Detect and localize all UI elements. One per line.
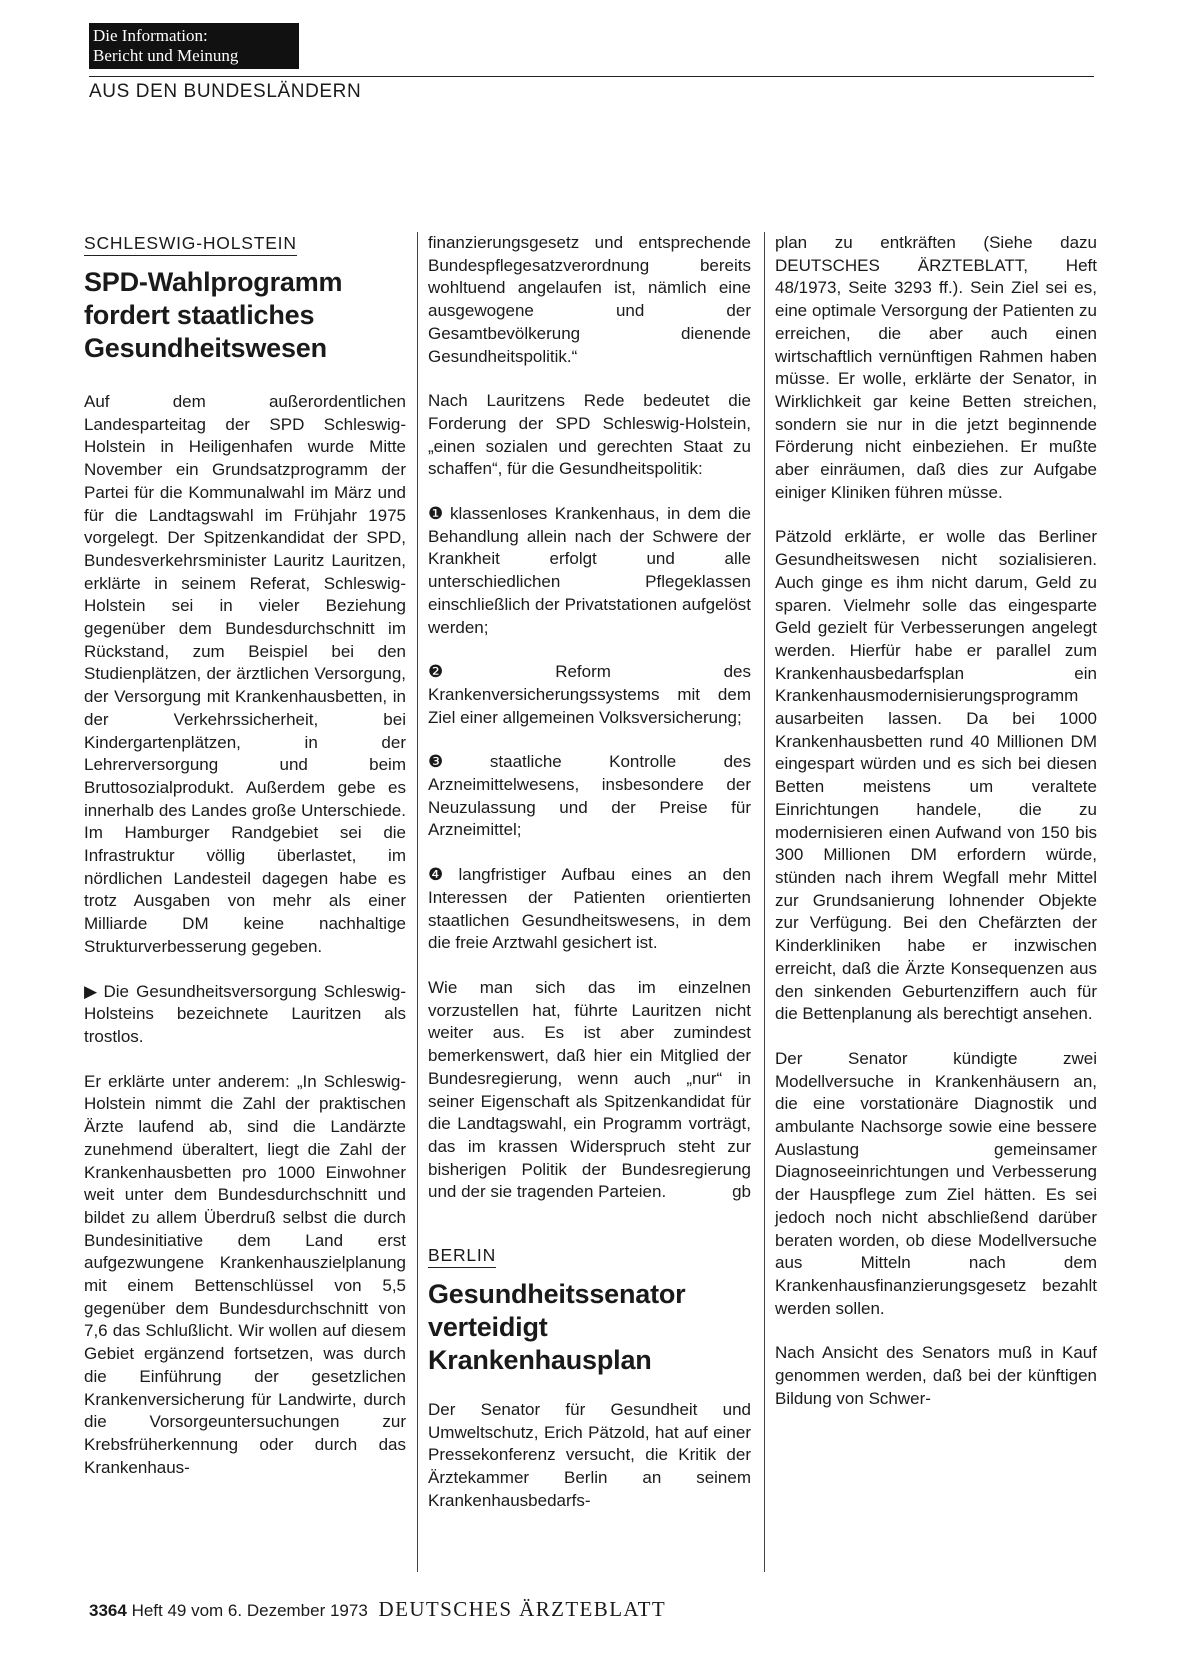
article1-highlight-text: Die Gesundheitsversorgung Schleswig-Holsteins bezeichnete Lauritzen als trostlos. — [84, 981, 406, 1046]
article1-list-item — [428, 503, 751, 639]
article2-kicker: BERLIN — [428, 1244, 496, 1268]
list-item-text: klassenloses Krankenhaus, in dem die Behandlung allein nach der Schwere der Krankheit erfolgt und alle unterschiedlichen Pflegeklassen einschließlich der Privatstationen aufgelöst werden; — [428, 504, 751, 637]
article1-closing-text: Wie man sich das im einzelnen vorzustellen hat, führte Lauritzen nicht weiter aus. Es ist aber zumindest bemerkenswert, daß hier ein Mitglied der Bundesregierung, wenn auch „nur“ in seiner Eigenschaft als Spitzenkandidat für die Landtagswahl, ein Programm vorträgt, das im krassen Widerspruch steht zur bisherigen Politik der Bundesregierung und der sie tragenden Parteien. — [428, 977, 751, 1202]
list-item-text: Reform des Krankenversicherungssystems mit dem Ziel einer allgemeinen Volksversicherung; — [428, 662, 751, 727]
column-3 — [775, 232, 1097, 1410]
article1-headline-line: SPD-Wahlprogramm — [84, 267, 343, 297]
journal-name: DEUTSCHES ÄRZTEBLATT — [378, 1597, 667, 1621]
column-divider — [417, 232, 418, 1572]
article1-headline — [84, 266, 406, 365]
article2-paragraph: Der Senator kündigte zwei Modellversuche in Krankenhäusern an, die eine vorstationäre Diagnostik und ambulante Nachsorge sowie eine bessere Auslastung gemeinsamer Diagnoseeinrichtungen und Verbesserung der Hauspflege zum Ziel hätten. Es sei jedoch noch nicht abschließend darüber beraten worden, ob diese Modellversuche aus Mitteln nach dem Krankenhausfinanzierungsgesetz bezahlt werden sollen. — [775, 1048, 1097, 1318]
page-number: 3364 — [89, 1601, 127, 1620]
article2-paragraph: plan zu entkräften (Siehe dazu DEUTSCHES ÄRZTEBLATT, Heft 48/1973, Seite 3293 ff.). Sein Ziel sei es, eine optimale Versorgung der Patienten zu erreichen, die aber auch einen wirtschaftlich vernünftigen Rahmen haben müsse. Er wolle, erklärte der Senator, in Wirklichkeit gar keine Betten streichen, sondern sie nur in die jetzt beginnende Förderung nicht einbeziehen. Er mußte aber einräumen, daß dies zur Aufgabe einiger Kliniken führen müsse. — [775, 233, 1097, 502]
list-item-text: staatliche Kontrolle des Arzneimittelwesens, insbesondere der Neuzulassung und der Preise für Arzneimittel; — [428, 752, 751, 840]
article2-paragraph: Der Senator für Gesundheit und Umweltschutz, Erich Pätzold, hat auf einer Pressekonferenz versucht, die Kritik der Ärztekammer Berlin an seinem Krankenhausbedarfs- — [428, 1400, 751, 1510]
article1-kicker: SCHLESWIG-HOLSTEIN — [84, 232, 297, 256]
number-3-icon: ❸ — [428, 752, 486, 772]
issue-info: Heft 49 vom 6. Dezember 1973 — [131, 1601, 368, 1620]
column-2 — [428, 232, 751, 1513]
article2-headline — [428, 1278, 751, 1377]
page-footer — [89, 1598, 666, 1622]
column-1 — [84, 232, 406, 1479]
section-title: AUS DEN BUNDESLÄNDERN — [89, 81, 362, 102]
list-item-text: langfristiger Aufbau eines an den Interessen der Patienten orientierten staatlichen Gesundheitswesens, in dem die freie Arztwahl gesichert ist. — [428, 865, 751, 953]
department-label-line2: Bericht und Meinung — [93, 46, 239, 65]
triangle-marker-icon: ▶ — [84, 981, 100, 1001]
article2-headline-line: verteidigt — [428, 1312, 548, 1343]
number-4-icon: ❹ — [428, 865, 455, 885]
article1-paragraph — [428, 977, 751, 1204]
author-signature: gb — [732, 1182, 751, 1202]
article1-headline-line: fordert staatliches — [84, 300, 315, 330]
number-2-icon: ❷ — [428, 662, 552, 682]
article1-list-item — [428, 751, 751, 842]
number-1-icon: ❶ — [428, 504, 446, 524]
article2-headline-line: Krankenhausplan — [428, 1345, 652, 1376]
article1-paragraph: Auf dem außerordentlichen Landesparteitag der SPD Schleswig-Holstein in Heiligenhafen wurde Mitte November ein Grundsatzprogramm der Partei für die Kommunalwahl im März und für die Landtagswahl im Frühjahr 1975 vorgelegt. Der Spitzenkandidat der SPD, Bundesverkehrsminister Lauritz Lauritzen, erklärte in seinem Referat, Schleswig-Holstein sei in vieler Beziehung gegenüber dem Bundesdurchschnitt im Rückstand, zum Beispiel bei den Studienplätzen, der ärztlichen Versorgung, der Versorgung mit Krankenhausbetten, in der Verkehrssicherheit, bei Kindergartenplätzen, in der Lehrerversorgung und beim Bruttosozialprodukt. Außerdem gebe es innerhalb des Landes große Unterschiede. Im Hamburger Randgebiet sei die Infrastruktur völlig überlastet, im nördlichen Landesteil dagegen habe es trotz Ausgaben von mehr als einer Milliarde DM keine nachhaltige Strukturverbesserung gegeben. — [84, 392, 406, 956]
article1-paragraph: Er erklärte unter anderem: „In Schleswig-Holstein nimmt die Zahl der praktischen Ärzte laufend ab, sind die Landärzte zunehmend überaltert, liegt die Zahl der Krankenhausbetten pro 1000 Einwohner weit unter dem Bundesdurchschnitt und bildet zu allem Überdruß selbst die durch Bundesinitiative dem Land erst aufgezwungene Krankenhauszielplanung mit einem Bettenschlüssel von 5,5 gegenüber dem Bundesdurchschnitt von 7,6 das Schlußlicht. Wir wollen auf diesem Gebiet ergänzend fortsetzen, was durch die Einführung der gesetzlichen Krankenversicherung für Landwirte, durch die Vorsorgeuntersuchungen zur Krebsfrüherkennung oder durch das Krankenhaus- — [84, 1071, 406, 1477]
header-rule — [89, 76, 1094, 77]
article2-headline-line: Gesundheitssenator — [428, 1279, 686, 1310]
column-divider — [764, 232, 765, 1572]
article1-list-item — [428, 661, 751, 729]
article1-headline-line: Gesundheitswesen — [84, 333, 327, 363]
article1-paragraph: finanzierungsgesetz und entsprechende Bundespflegesatzverordnung bereits wohltuend angelaufen ist, nämlich eine ausgewogene und der Gesamtbevölkerung dienende Gesundheitspolitik.“ — [428, 233, 751, 366]
article1-paragraph: Nach Lauritzens Rede bedeutet die Forderung der SPD Schleswig-Holstein, „einen sozialen und gerechten Staat zu schaffen“, für die Gesundheitspolitik: — [428, 391, 751, 479]
article2-paragraph: Pätzold erklärte, er wolle das Berliner Gesundheitswesen nicht sozialisieren. Auch ginge es ihm nicht darum, Geld zu sparen. Vielmehr solle das eingesparte Geld gezielt für Verbesserungen angelegt werden. Hierfür habe er parallel zum Krankenhausbedarfsplan ein Krankenhausmodernisierungsprogramm ausarbeiten lassen. Da bei 1000 Krankenhausbetten rund 40 Millionen DM eingespart würden und es sich bei diesen Betten meistens um veraltete Einrichtungen handele, die zu modernisieren einen Aufwand von 150 bis 300 Millionen DM erfordern würde, stünden nach ihrem Wegfall mehr Mittel zur Grundsanierung lohnender Objekte zur Verfügung. Bei den Chefärzten der Kinderkliniken habe er inzwischen erreicht, daß die Ärzte Konsequenzen aus den sinkenden Geburtenziffern auch für die Bettenplanung als berechtigt ansehen. — [775, 527, 1097, 1024]
department-label-line1: Die Information: — [93, 26, 208, 45]
article2-paragraph: Nach Ansicht des Senators muß in Kauf genommen werden, daß bei der künftigen Bildung von Schwer- — [775, 1343, 1097, 1408]
department-label — [89, 23, 299, 69]
article1-list-item — [428, 864, 751, 955]
article1-paragraph-highlight — [84, 981, 406, 1049]
